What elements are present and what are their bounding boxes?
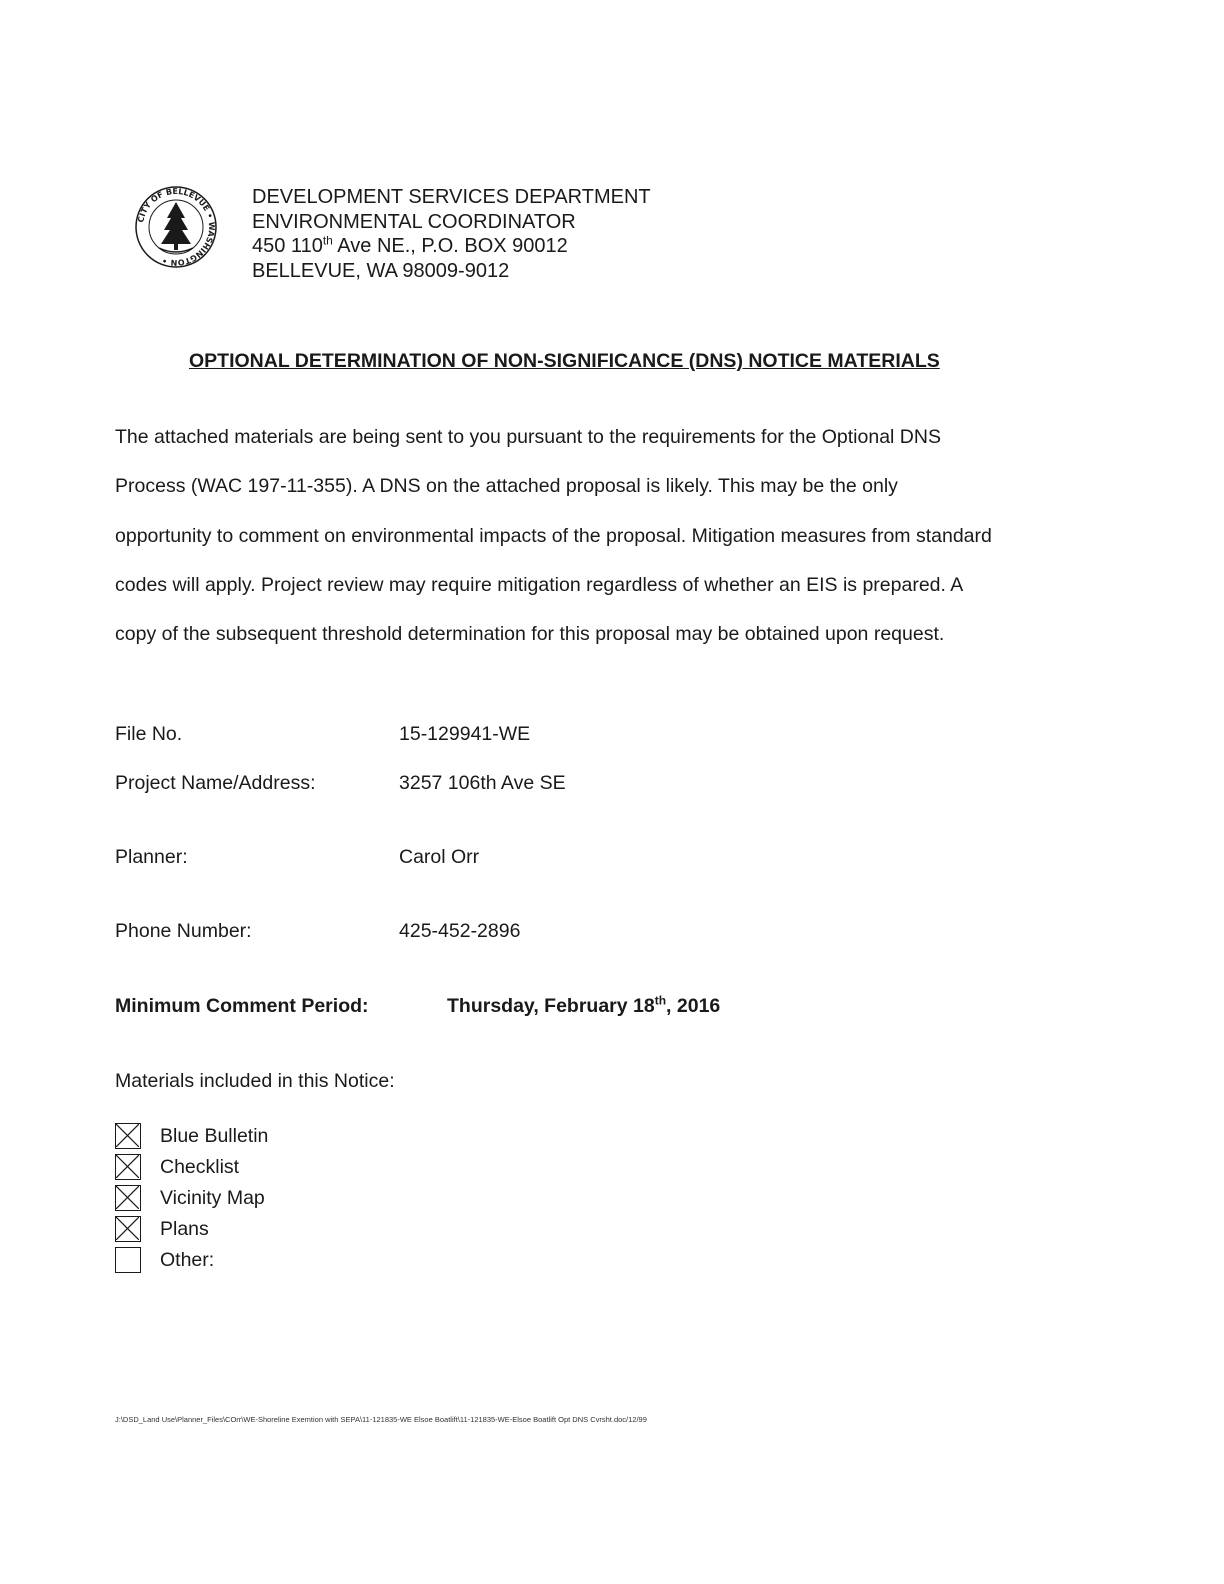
comment-period-value: Thursday, February 18th, 2016 <box>447 993 721 1017</box>
department-address-block <box>252 185 651 283</box>
coordinator-title: ENVIRONMENTAL COORDINATOR <box>252 210 576 233</box>
unchecked-checkbox[interactable] <box>115 1247 141 1273</box>
phone-value: 425-452-2896 <box>399 920 521 942</box>
paragraph-line: Process (WAC 197-11-355). A DNS on the attached proposal is likely. This may be the only <box>115 475 898 497</box>
department-name: DEVELOPMENT SERVICES DEPARTMENT <box>252 186 651 208</box>
material-label: Other: <box>160 1248 215 1271</box>
file-path-footer: J:\DSD_Land Use\Planner_Files\COrr\WE-Shoreline Exemtion with SEPA\11-121835-WE Elsoe Boatlift\11-121835-WE-Elsoe Boatlift Opt DNS Cvrsht.doc/12/99 <box>115 1415 647 1424</box>
street-address: 450 110th Ave NE., P.O. BOX 90012 <box>252 233 568 257</box>
material-item-other <box>115 1245 214 1275</box>
phone-label: Phone Number: <box>115 920 252 942</box>
planner-value: Carol Orr <box>399 846 480 868</box>
checked-checkbox[interactable] <box>115 1185 141 1211</box>
svg-text:CITY OF BELLEVUE • WASHINGTON: CITY OF BELLEVUE • WASHINGTON • <box>136 186 217 268</box>
material-label: Blue Bulletin <box>160 1124 269 1147</box>
material-item-blue-bulletin <box>115 1121 268 1151</box>
comment-period-label: Minimum Comment Period: <box>115 995 369 1017</box>
city-seal-logo <box>131 182 221 272</box>
material-item-vicinity-map <box>115 1183 265 1213</box>
materials-heading: Materials included in this Notice: <box>115 1070 395 1092</box>
material-label: Vicinity Map <box>160 1186 265 1209</box>
file-no-value: 15-129941-WE <box>399 723 531 745</box>
paragraph-line: The attached materials are being sent to you pursuant to the requirements for the Optional DNS <box>115 426 941 448</box>
planner-label: Planner: <box>115 846 188 868</box>
checked-checkbox[interactable] <box>115 1123 141 1149</box>
paragraph-line: copy of the subsequent threshold determination for this proposal may be obtained upon request. <box>115 623 945 645</box>
material-label: Checklist <box>160 1155 240 1178</box>
project-value: 3257 106th Ave SE <box>399 772 566 794</box>
city-state-zip: BELLEVUE, WA 98009-9012 <box>252 259 510 282</box>
checked-checkbox[interactable] <box>115 1216 141 1242</box>
checked-checkbox[interactable] <box>115 1154 141 1180</box>
material-label: Plans <box>160 1217 209 1240</box>
file-no-label: File No. <box>115 723 183 745</box>
paragraph-line: opportunity to comment on environmental impacts of the proposal. Mitigation measures from standard <box>115 525 992 547</box>
paragraph-line: codes will apply. Project review may require mitigation regardless of whether an EIS is prepared. A <box>115 574 964 596</box>
material-item-checklist <box>115 1152 239 1182</box>
document-title: OPTIONAL DETERMINATION OF NON-SIGNIFICANCE (DNS) NOTICE MATERIALS <box>189 350 940 372</box>
material-item-plans <box>115 1214 209 1244</box>
project-label: Project Name/Address: <box>115 772 316 794</box>
